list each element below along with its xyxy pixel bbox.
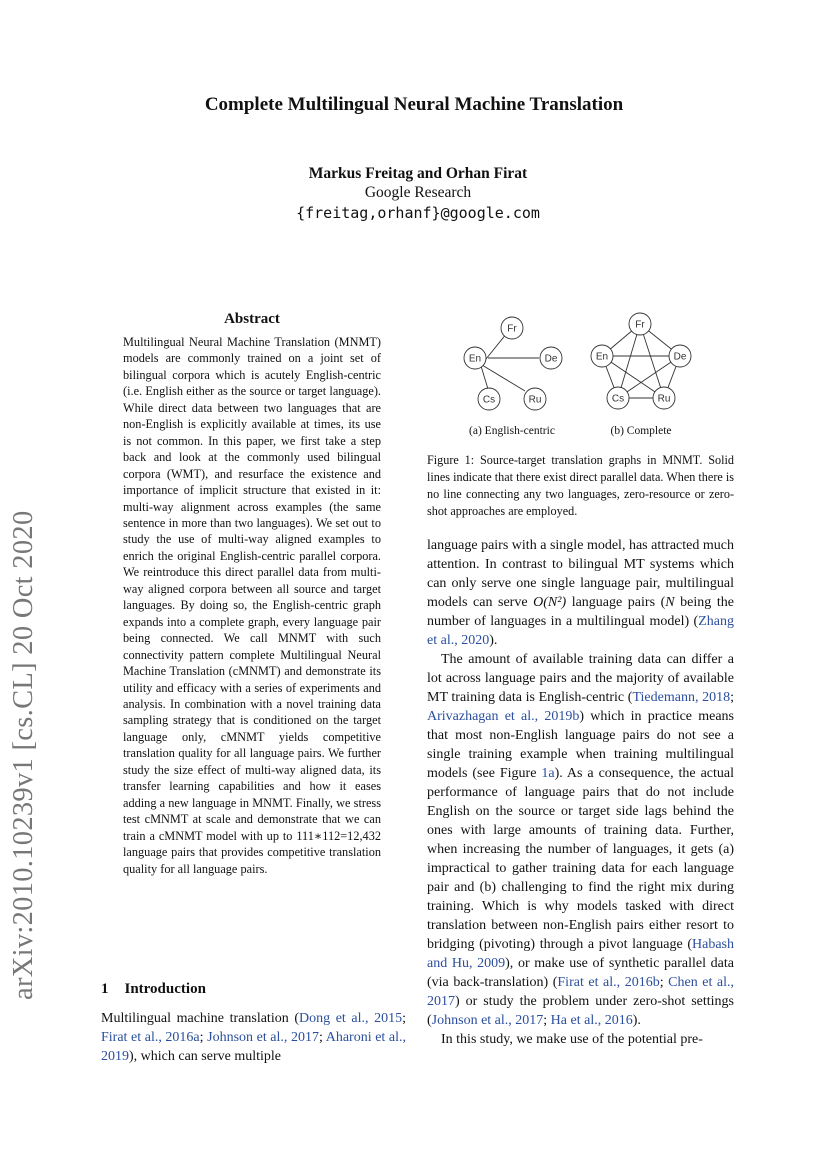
abstract-heading: Abstract xyxy=(224,311,280,327)
figure-reference-link[interactable]: 1a xyxy=(541,766,555,781)
text-run: ), or make use of synthetic parallel data (via back-translation) ( xyxy=(427,956,734,990)
author-names: Markus Freitag and Orhan Firat xyxy=(308,165,528,182)
text-run: language pairs with a single model, has attracted much attention. In contrast to bilingual MT systems which can only serve one single language pair, multilingual models can serve xyxy=(427,538,734,610)
section-heading-introduction xyxy=(101,981,206,998)
text-run: ). As a consequence, the actual performance of language pairs that do not include English on the source or target side lags behind the ones with large amounts of training data. Further, when increasing the number of languages, it gets (a) impractical to gather training data for each language pair and (b) challenging to find the right mix during training. Which is why models tasked with direct translation between non-English pairs either resort to bridging (pivoting) through a pivot language ( xyxy=(427,766,734,952)
text-run: language pairs ( xyxy=(566,595,666,610)
paragraph xyxy=(427,536,734,650)
edge-en-ru xyxy=(482,365,525,391)
subcaption-a: (a) English-centric xyxy=(469,425,555,437)
citation-link[interactable]: Johnson et al., 2017 xyxy=(207,1030,320,1045)
paragraph xyxy=(427,650,734,1030)
right-column-body xyxy=(427,536,734,1049)
paragraph xyxy=(427,1030,734,1049)
text-run: ; xyxy=(659,975,669,990)
text-run: ; xyxy=(199,1030,208,1045)
arxiv-identifier: arXiv:2010.10239v1 [cs.CL] 20 Oct 2020 xyxy=(8,510,39,1000)
text-run: Multilingual machine translation ( xyxy=(101,1011,299,1026)
text-run: ). xyxy=(489,633,498,648)
section-number: 1 xyxy=(101,981,109,997)
abstract-text: Multilingual Neural Machine Translation (MNMT) models are commonly trained on a joint set of bilingual corpora which is acutely English-centric (i.e. English either as the source or target language). While direct data between two languages that are non-English is explicitly available at times, its use is not common. In this paper, we first take a step back and look at the commonly used bilingual corpora (WMT), and resurface the existence and importance of implicit structure that existed in it: multi-way alignment across examples (the same sentence in more than two languages). We set out to study the use of multi-way aligned examples to enrich the original English-centric parallel corpora. We reintroduce this direct parallel data from multi-way aligned corpora between all source and target languages. By doing so, the English-centric graph expands into a complete graph, every language pair being connected. We call MNMT with such connectivity pattern complete Multilingual Neural Machine Translation (cMNMT) and demonstrate its utility and efficacy with a series of experiments and analysis. In combination with a novel training data sampling strategy that is conditioned on the target language only, cMNMT yields competitive translation quality for all language pairs. We further study the size effect of multi-way aligned data, its transfer learning capabilities and how it eases adding a new language in MNMT. Finally, we stress test cMNMT at scale and demonstrate that we can train a cMNMT model with up to 111∗112=12,432 language pairs that provides competitive translation quality for all language pairs. xyxy=(123,335,381,876)
figure-caption: Figure 1: Source-target translation graphs in MNMT. Solid lines indicate that there exist direct parallel data. When there is no line connecting any two languages, zero-resource or zero-shot approaches are employed. xyxy=(427,453,734,518)
section-title: Introduction xyxy=(124,981,206,997)
node-label-cs: Cs xyxy=(482,394,496,406)
math-expression: O(N²) xyxy=(533,595,567,610)
citation-link[interactable]: Tiedemann, 2018 xyxy=(632,690,731,705)
text-run: ; xyxy=(730,690,735,705)
node-label-en: En xyxy=(468,353,482,365)
edge-fr-ru xyxy=(640,324,664,398)
text-run: ) which in practice means that most non-English language pairs do not see a single training example when training multilingual models (see Figure xyxy=(427,709,734,781)
math-variable: N xyxy=(665,595,675,610)
node-label-cs: Cs xyxy=(611,393,625,405)
node-label-fr: Fr xyxy=(507,323,517,335)
edge-fr-cs xyxy=(618,324,640,398)
text-run: ; xyxy=(543,1013,551,1028)
graph-english-centric xyxy=(464,317,562,437)
text-run: ), which can serve multiple xyxy=(129,1049,282,1064)
citation-link[interactable]: Dong et al., 2015 xyxy=(298,1011,403,1026)
figure-translation-graphs xyxy=(428,312,734,442)
citation-link[interactable]: Firat et al., 2016a xyxy=(101,1030,200,1045)
text-run: The amount of available training data can differ a lot across language pairs and the majority of available MT training data is English-centric ( xyxy=(427,652,734,705)
author-email: {freitag,orhanf}@google.com xyxy=(296,204,540,222)
text-run: ). xyxy=(632,1013,641,1028)
paper-title: Complete Multilingual Neural Machine Translation xyxy=(204,94,624,115)
citation-link[interactable]: Zhang et al., 2020 xyxy=(427,614,734,648)
text-run: ) or study the problem under zero-shot settings ( xyxy=(427,994,734,1028)
citation-link[interactable]: Firat et al., 2016b xyxy=(557,975,660,990)
edge-en-cs xyxy=(481,366,488,389)
text-run: ; xyxy=(402,1011,406,1026)
affiliation: Google Research xyxy=(364,184,472,201)
node-label-ru: Ru xyxy=(657,393,671,405)
graph-complete xyxy=(591,313,691,437)
citation-link[interactable]: Aharoni et al., 2019 xyxy=(101,1030,406,1064)
citation-link[interactable]: Ha et al., 2016 xyxy=(550,1013,633,1028)
text-run: ; xyxy=(319,1030,326,1045)
subcaption-b: (b) Complete xyxy=(610,425,672,437)
citation-link[interactable]: Arivazhagan et al., 2019b xyxy=(427,709,580,724)
citation-link[interactable]: Chen et al., 2017 xyxy=(427,975,735,1009)
introduction-paragraph xyxy=(101,1009,406,1066)
citation-link[interactable]: Habash and Hu, 2009 xyxy=(427,937,734,971)
node-label-ru: Ru xyxy=(528,394,542,406)
node-label-fr: Fr xyxy=(635,319,645,331)
text-run: In this study, we make use of the potential pre- xyxy=(441,1032,703,1047)
node-label-en: En xyxy=(595,351,609,363)
citation-link[interactable]: Johnson et al., 2017 xyxy=(431,1013,544,1028)
text-run: being the number of languages in a multilingual model) ( xyxy=(427,595,734,629)
node-label-de: De xyxy=(544,353,558,365)
node-label-de: De xyxy=(673,351,687,363)
